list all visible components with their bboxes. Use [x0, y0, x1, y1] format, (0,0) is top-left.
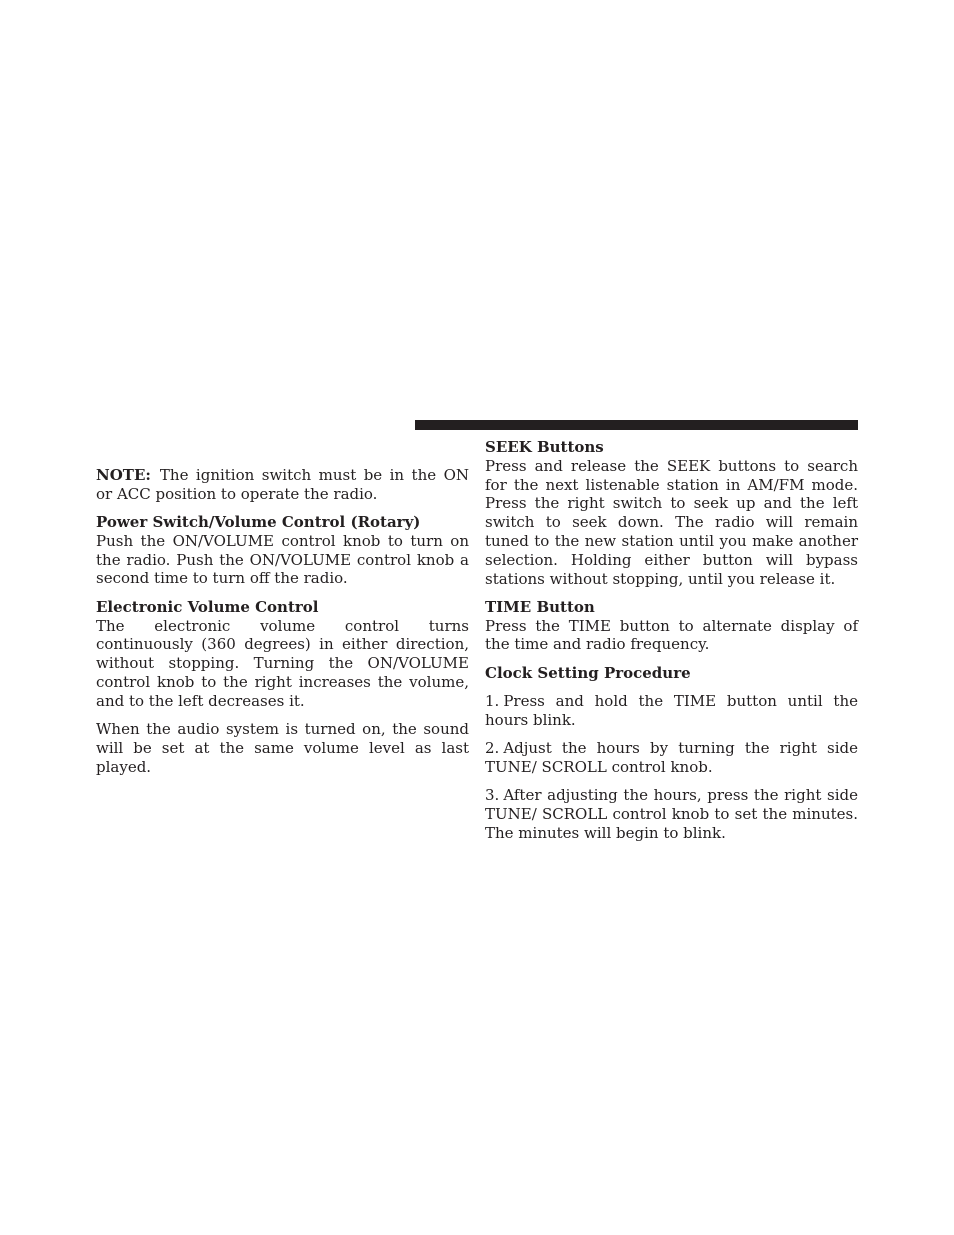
note-label: NOTE: [96, 466, 151, 484]
power-switch-heading: Power Switch/Volume Control (Rotary) [96, 513, 421, 532]
clock-step-1 [485, 692, 858, 730]
step-number: 1. [485, 692, 500, 711]
step-number: 3. [485, 786, 500, 805]
clock-step-2 [485, 739, 858, 777]
step-text: Adjust the hours by turning the right side TUNE/ SCROLL control knob. [485, 739, 858, 776]
step-number: 2. [485, 739, 500, 758]
section-header-rule [415, 420, 858, 430]
step-text: Press and hold the TIME button until the hours blink. [485, 692, 858, 729]
clock-step-3 [485, 786, 858, 842]
right-column [485, 438, 858, 852]
time-text: Press the TIME button to alternate display of the time and radio frequency. [485, 616, 858, 654]
step-text: After adjusting the hours, press the right side TUNE/ SCROLL control knob to set the minutes. The minutes will begin to blink. [485, 786, 858, 842]
seek-text: Press and release the SEEK buttons to search for the next listenable station in AM/FM mode. Press the right switch to seek up and the left switch to seek down. The radio will remain tuned to the new station until you make another selection. Holding either button will bypass stations without stopping, until you release it. [485, 456, 858, 588]
note-text: The ignition switch must be in the ON or ACC position to operate the radio. [96, 466, 469, 503]
audio-on-text: When the audio system is turned on, the sound will be set at the same volume level as last played. [96, 720, 469, 776]
electronic-volume-heading: Electronic Volume Control [96, 597, 319, 616]
note-paragraph [96, 466, 469, 504]
power-switch-text: Push the ON/VOLUME control knob to turn on the radio. Push the ON/VOLUME control knob a second time to turn off the radio. [96, 531, 469, 588]
electronic-volume-text: The electronic volume control turns continuously (360 degrees) in either direction, without stopping. Turning the ON/VOLUME control knob to the right increases the volume, and to the left decreases it. [96, 616, 469, 710]
left-column [96, 466, 469, 786]
clock-heading: Clock Setting Procedure [485, 663, 691, 682]
seek-heading: SEEK Buttons [485, 438, 604, 456]
time-heading: TIME Button [485, 597, 595, 616]
